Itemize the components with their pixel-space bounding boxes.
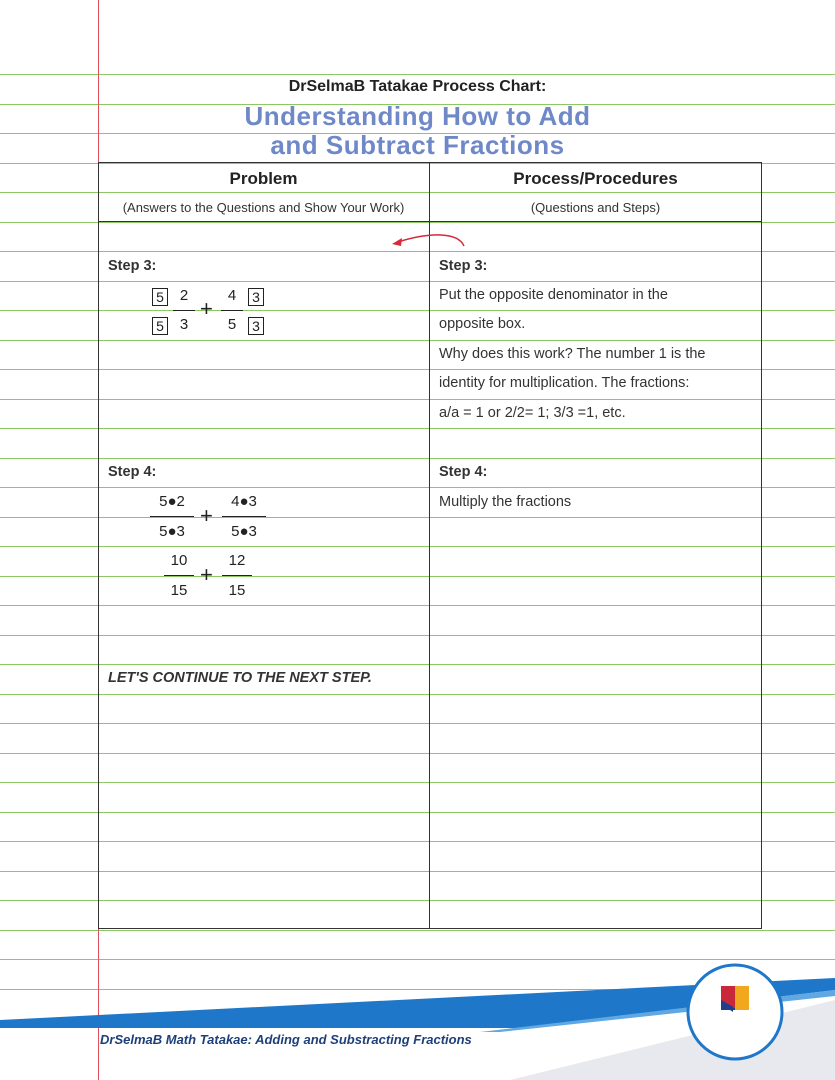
step4-r1-num: 10	[170, 552, 188, 569]
step4-f1-bar	[150, 516, 194, 517]
step3-frac2-bar	[221, 310, 243, 311]
step4-instruction: Multiply the fractions	[439, 494, 572, 510]
step4-f1-num: 5●2	[159, 493, 185, 510]
process-table	[98, 162, 762, 929]
logo-icon	[685, 962, 785, 1062]
step4-f2-bar	[222, 516, 266, 517]
step3-line-4: identity for multiplication. The fractions:	[439, 375, 690, 391]
problem-subheader: (Answers to the Questions and Show Your Work)	[122, 200, 405, 215]
step3-box-bottom-left: 5	[152, 317, 168, 335]
step3-box-top-right: 3	[248, 288, 264, 306]
step4-r2-bar	[222, 575, 252, 576]
step3-line-1: Put the opposite denominator in the	[439, 287, 668, 303]
process-subheader: (Questions and Steps)	[530, 200, 661, 215]
step3-line-2: opposite box.	[439, 316, 526, 332]
step4-f1-den: 5●3	[159, 523, 185, 540]
step4-r2-num: 12	[228, 552, 246, 569]
step3-frac2-den: 5	[227, 316, 237, 333]
step4-left-label: Step 4:	[108, 464, 157, 480]
step3-line-5: a/a = 1 or 2/2= 1; 3/3 =1, etc.	[439, 405, 626, 421]
problem-header: Problem	[229, 169, 298, 188]
step4-r1-den: 15	[170, 582, 188, 599]
ruled-line	[0, 74, 835, 75]
header-divider	[98, 221, 761, 222]
step3-line-3: Why does this work? The number 1 is the	[439, 346, 706, 362]
step3-frac2-num: 4	[227, 287, 237, 304]
step3-frac1-bar	[173, 310, 195, 311]
ruled-line	[0, 930, 835, 931]
continue-text: LET'S CONTINUE TO THE NEXT STEP.	[108, 670, 372, 686]
footer-text: DrSelmaB Math Tatakae: Adding and Substracting Fractions	[100, 1032, 472, 1047]
step4-r1-bar	[164, 575, 194, 576]
step4-plus-1: +	[200, 503, 213, 528]
process-header: Process/Procedures	[513, 169, 678, 188]
step4-f2-num: 4●3	[231, 493, 257, 510]
step3-box-bottom-right: 3	[248, 317, 264, 335]
step3-box-top-left: 5	[152, 288, 168, 306]
chart-heading-line1: Understanding How to Add	[244, 101, 591, 131]
step3-frac1-den: 3	[179, 316, 189, 333]
step3-right-label: Step 3:	[439, 258, 488, 274]
table-divider	[429, 162, 430, 928]
step4-right-label: Step 4:	[439, 464, 488, 480]
step3-plus: +	[200, 296, 213, 321]
chart-heading	[0, 102, 835, 160]
red-arrow-icon	[390, 230, 470, 252]
step4-plus-2: +	[200, 562, 213, 587]
chart-title: DrSelmaB Tatakae Process Chart:	[288, 78, 547, 95]
step4-r2-den: 15	[228, 582, 246, 599]
step3-frac1-num: 2	[179, 287, 189, 304]
step4-f2-den: 5●3	[231, 523, 257, 540]
step3-left-label: Step 3:	[108, 258, 157, 274]
chart-heading-line2: and Subtract Fractions	[270, 130, 565, 160]
